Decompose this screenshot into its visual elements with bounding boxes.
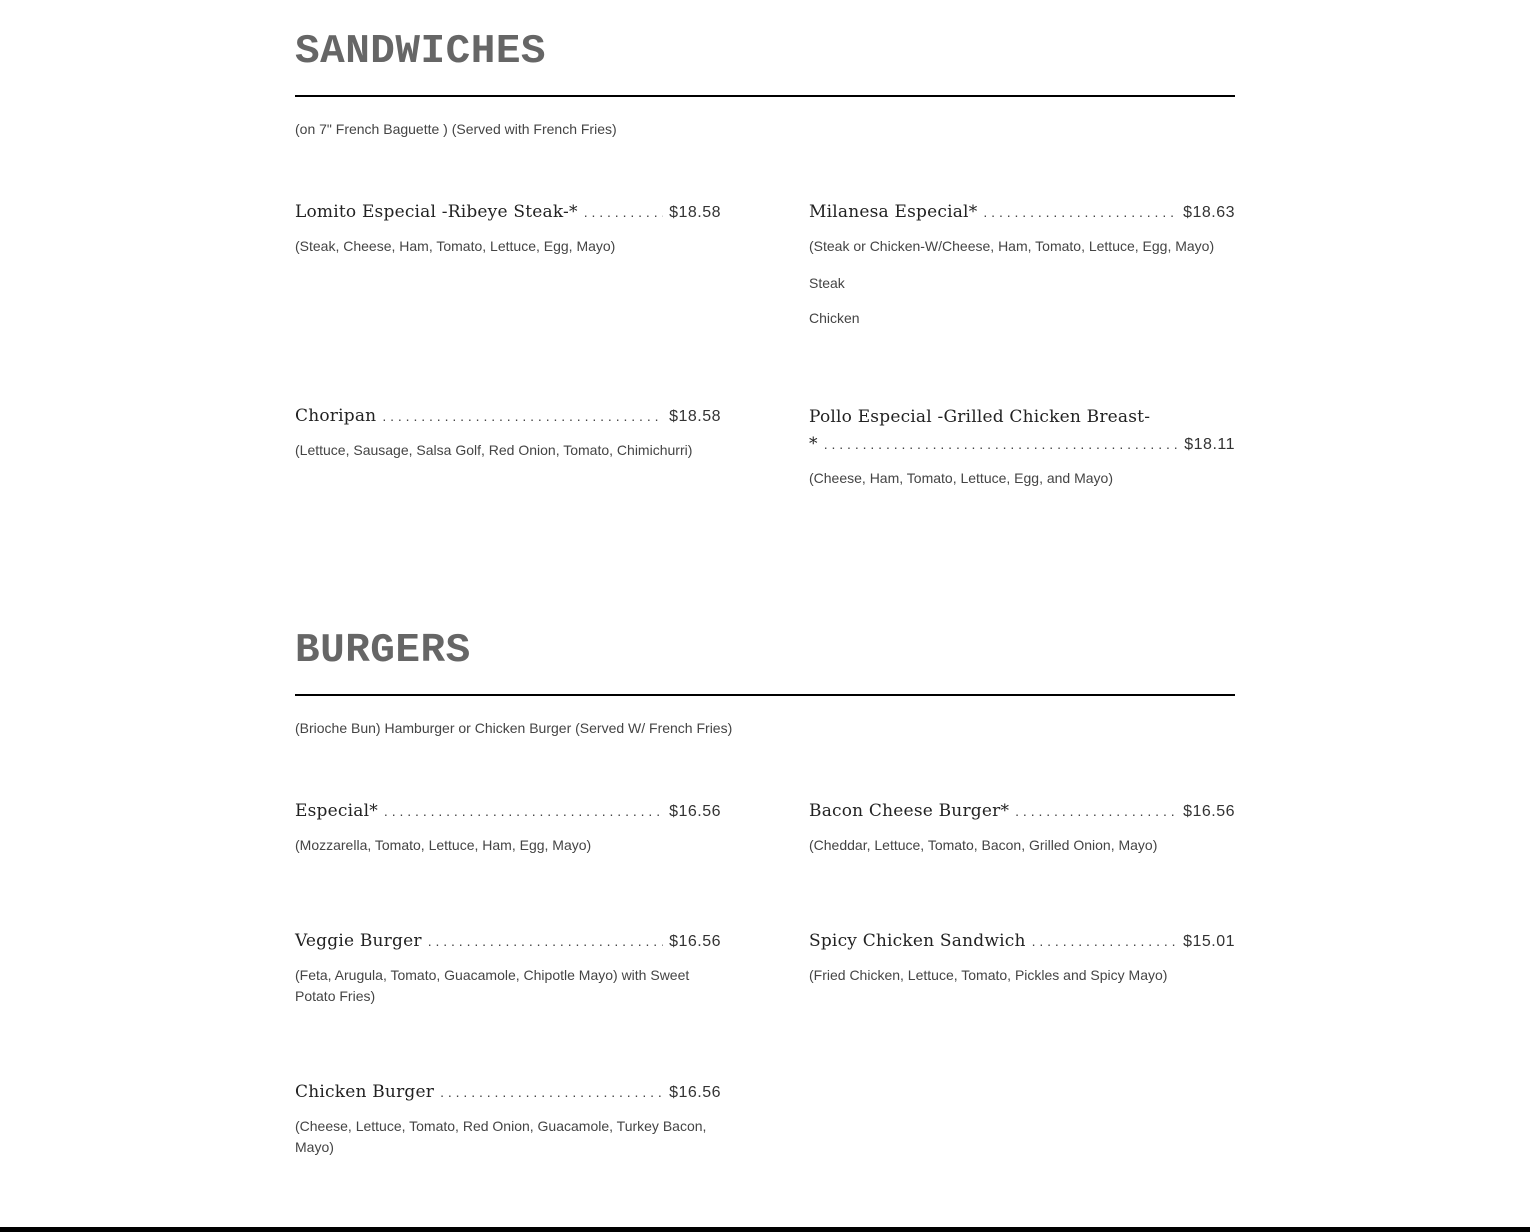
menu-item <box>295 202 721 257</box>
item-description: (Steak, Cheese, Ham, Tomato, Lettuce, Egg, Mayo) <box>295 238 616 254</box>
item-options <box>809 273 1235 328</box>
item-price: $16.56 <box>1183 803 1235 820</box>
item-description: (Lettuce, Sausage, Salsa Golf, Red Onion, Tomato, Chimichurri) <box>295 442 693 458</box>
section-subtitle: (on 7" French Baguette ) (Served with French Fries) <box>295 121 617 137</box>
item-price: $16.56 <box>669 803 721 820</box>
item-price: $18.58 <box>669 408 721 425</box>
menu-item <box>809 931 1235 986</box>
section-divider <box>295 694 1235 696</box>
item-description: (Feta, Arugula, Tomato, Guacamole, Chipotle Mayo) with Sweet Potato Fries) <box>295 967 690 1004</box>
menu-item <box>295 801 721 856</box>
dot-leader <box>440 1084 663 1100</box>
dot-leader <box>584 204 663 220</box>
section-title: BURGERS <box>295 628 471 674</box>
option-chicken: Chicken <box>809 310 860 326</box>
item-price: $18.58 <box>669 204 721 221</box>
dot-leader <box>983 204 1177 220</box>
item-price: $16.56 <box>669 1084 721 1101</box>
section-sandwiches <box>295 29 1235 137</box>
section-title: SANDWICHES <box>295 29 547 75</box>
item-description: (Cheddar, Lettuce, Tomato, Bacon, Grilled Onion, Mayo) <box>809 837 1158 853</box>
item-name: Veggie Burger <box>295 931 422 951</box>
item-name: Especial* <box>295 801 378 821</box>
item-name: Choripan <box>295 406 377 426</box>
option-steak: Steak <box>809 275 845 291</box>
dot-leader <box>1032 933 1177 949</box>
dot-leader <box>384 803 663 819</box>
item-description: (Fried Chicken, Lettuce, Tomato, Pickles and Spicy Mayo) <box>809 967 1168 983</box>
item-name: Lomito Especial -Ribeye Steak-* <box>295 202 578 222</box>
section-subtitle: (Brioche Bun) Hamburger or Chicken Burger (Served W/ French Fries) <box>295 720 733 736</box>
footer-bar <box>0 1227 1530 1232</box>
item-price: $18.11 <box>1184 436 1235 453</box>
item-description: (Cheese, Lettuce, Tomato, Red Onion, Guacamole, Turkey Bacon, Mayo) <box>295 1118 707 1155</box>
menu-item <box>809 406 1235 489</box>
menu-item <box>295 406 721 461</box>
item-price: $15.01 <box>1183 933 1235 950</box>
item-name-continued: * <box>809 434 818 454</box>
item-description: (Mozzarella, Tomato, Lettuce, Ham, Egg, Mayo) <box>295 837 592 853</box>
dot-leader <box>428 933 663 949</box>
section-divider <box>295 95 1235 97</box>
section-burgers <box>295 628 1235 736</box>
item-name: Spicy Chicken Sandwich <box>809 931 1026 951</box>
item-name: Milanesa Especial* <box>809 202 978 222</box>
menu-item <box>809 202 1235 343</box>
item-name: Chicken Burger <box>295 1082 435 1102</box>
dot-leader <box>382 408 663 424</box>
dot-leader <box>824 436 1179 452</box>
item-description: (Cheese, Ham, Tomato, Lettuce, Egg, and Mayo) <box>809 470 1114 486</box>
dot-leader <box>1015 803 1177 819</box>
item-name: Bacon Cheese Burger* <box>809 801 1010 821</box>
item-price: $18.63 <box>1183 204 1235 221</box>
menu-item <box>295 931 721 1007</box>
menu-item <box>295 1082 721 1158</box>
item-description: (Steak or Chicken-W/Cheese, Ham, Tomato, Lettuce, Egg, Mayo) <box>809 238 1215 254</box>
menu-item <box>809 801 1235 856</box>
item-price: $16.56 <box>669 933 721 950</box>
item-name: Pollo Especial -Grilled Chicken Breast- <box>809 407 1151 427</box>
